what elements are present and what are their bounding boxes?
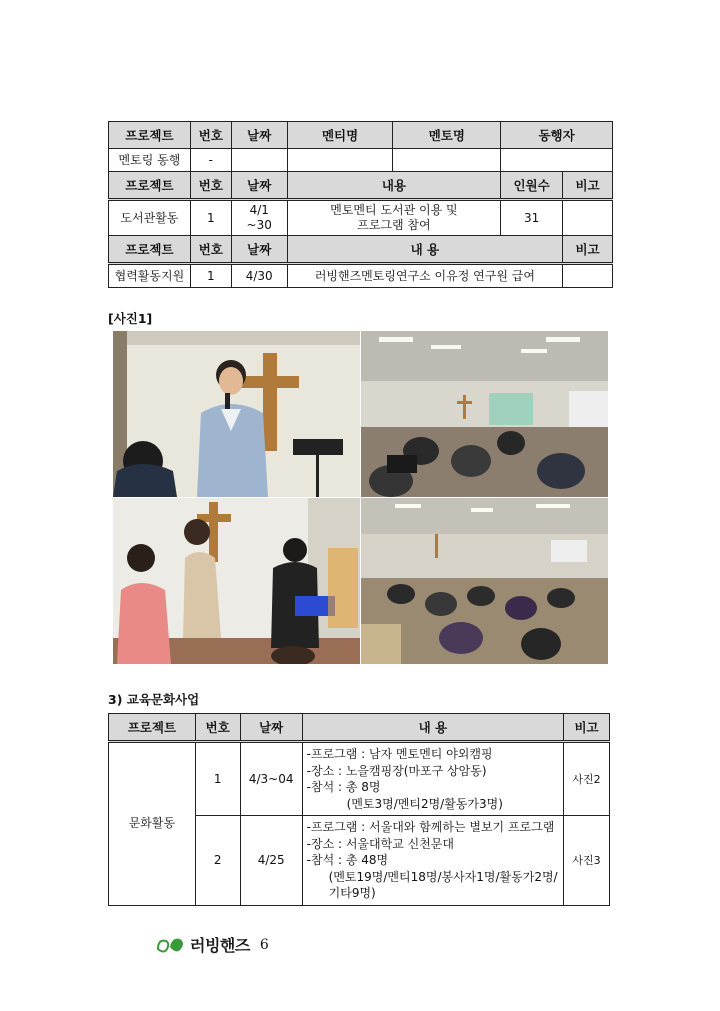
table-row [109, 264, 613, 288]
header-cell: 번호 [190, 172, 231, 200]
page-footer [156, 933, 269, 956]
content-cell: 러빙핸즈멘토링연구소 이유정 연구원 급여 [287, 264, 562, 288]
header-cell: 내 용 [287, 236, 562, 264]
table-header-row [109, 122, 613, 149]
number-cell: 1 [190, 200, 231, 236]
header-cell: 동행자 [501, 122, 613, 149]
number-cell: 1 [190, 264, 231, 288]
header-cell: 비고 [564, 714, 610, 742]
table-row [109, 742, 610, 816]
brand-name: 러빙핸즈 [190, 936, 250, 955]
header-cell: 프로젝트 [109, 236, 191, 264]
date-cell: 4/1 ~30 [231, 200, 287, 236]
number-cell: 2 [195, 816, 240, 906]
header-cell: 멘토명 [393, 122, 501, 149]
date-cell: 4/30 [231, 264, 287, 288]
header-cell: 날짜 [231, 236, 287, 264]
header-cell: 비고 [563, 236, 613, 264]
photo-caption: [사진1] [108, 311, 153, 326]
header-cell: 프로젝트 [109, 172, 191, 200]
header-cell: 프로젝트 [109, 122, 191, 149]
mentor-cell [393, 149, 501, 172]
project-cell: 문화활동 [109, 742, 196, 906]
table-header-row [109, 236, 613, 264]
count-cell: 31 [501, 200, 563, 236]
page-number: 6 [259, 936, 269, 953]
header-cell: 멘티명 [287, 122, 393, 149]
section-title: 3) 교육문화사업 [108, 692, 200, 707]
table-header-row [109, 172, 613, 200]
header-cell: 날짜 [231, 172, 287, 200]
table-row [109, 149, 613, 172]
photo-collage [113, 331, 608, 664]
culture-activity-table [108, 713, 610, 906]
note-cell: 사진2 [564, 742, 610, 816]
header-cell: 날짜 [231, 122, 287, 149]
photo-classroom [361, 331, 608, 497]
content-cell: -프로그램 : 서울대와 함께하는 별보기 프로그램 -장소 : 서울대학교 신천문대 -참석 : 총 48명 (멘토19명/멘티18명/봉사자1명/활동가2명/ 기타9명) [302, 816, 563, 906]
header-cell: 날짜 [240, 714, 302, 742]
header-cell: 내용 [287, 172, 500, 200]
photo-gift [113, 498, 360, 664]
photo-group [361, 498, 608, 664]
note-cell [563, 200, 613, 236]
content-cell: 멘토멘티 도서관 이용 및 프로그램 참여 [287, 200, 500, 236]
date-cell [231, 149, 287, 172]
header-cell: 내 용 [302, 714, 563, 742]
header-cell: 번호 [195, 714, 240, 742]
header-cell: 인원수 [501, 172, 563, 200]
project-cell: 멘토링 동행 [109, 149, 191, 172]
header-cell: 번호 [190, 236, 231, 264]
number-cell: 1 [195, 742, 240, 816]
photo-speaker [113, 331, 360, 497]
project-cell: 도서관활동 [109, 200, 191, 236]
table-row [109, 200, 613, 236]
activity-table-1 [108, 121, 613, 288]
note-cell: 사진3 [564, 816, 610, 906]
loving-hands-logo-icon [156, 935, 186, 955]
note-cell [563, 264, 613, 288]
header-cell: 비고 [563, 172, 613, 200]
table-header-row [109, 714, 610, 742]
project-cell: 협력활동지원 [109, 264, 191, 288]
number-cell: - [190, 149, 231, 172]
date-cell: 4/3~04 [240, 742, 302, 816]
mentee-cell [287, 149, 393, 172]
date-cell: 4/25 [240, 816, 302, 906]
content-cell: -프로그램 : 남자 멘토멘티 야외캠핑 -장소 : 노을캠핑장(마포구 상암동) -참석 : 총 8명 (멘토3명/멘티2명/활동가3명) [302, 742, 563, 816]
companion-cell [501, 149, 613, 172]
header-cell: 프로젝트 [109, 714, 196, 742]
header-cell: 번호 [190, 122, 231, 149]
